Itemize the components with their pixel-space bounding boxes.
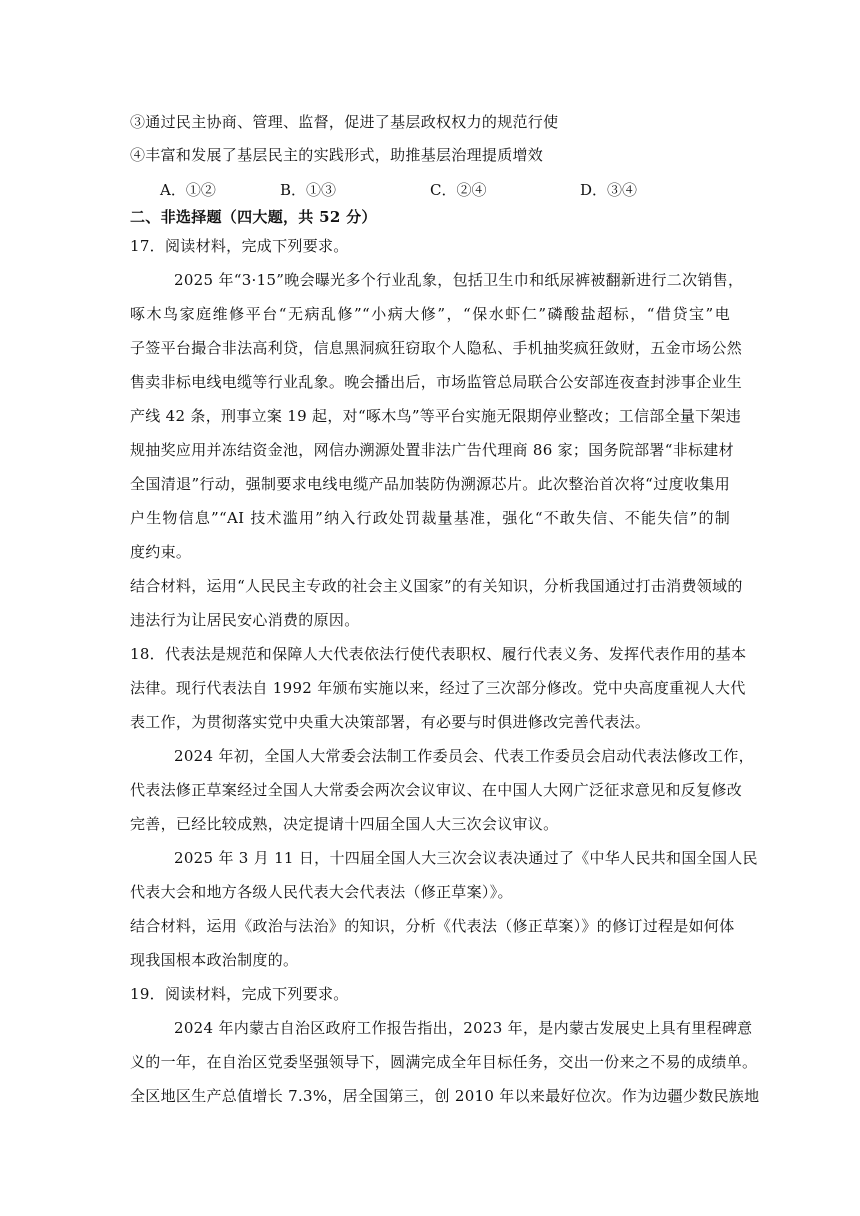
q19-prompt: 19．阅读材料，完成下列要求。 bbox=[130, 985, 349, 1003]
q17-material-line: 啄木鸟家庭维修平台“无病乱修”“小病大修”，“保水虾仁”磷酸盐超标，“借贷宝”电 bbox=[130, 305, 730, 323]
q17-material-line: 售卖非标电线电缆等行业乱象。晚会播出后，市场监管总局联合公安部连夜查封涉事企业生 bbox=[130, 373, 743, 391]
q16-choice-c: C．②④ bbox=[430, 181, 487, 199]
q18-intro-line: 18．代表法是规范和保障人大代表依法行使代表职权、履行代表义务、发挥代表作用的基本 bbox=[130, 645, 747, 663]
q18-question-line: 结合材料，运用《政治与法治》的知识，分析《代表法（修正草案）》的修订过程是如何体 bbox=[130, 917, 735, 935]
section-heading: 二、非选择题（四大题，共 52 分） bbox=[130, 208, 377, 226]
q18-para1-line: 完善，已经比较成熟，决定提请十四届全国人大三次会议审议。 bbox=[130, 815, 559, 833]
q18-para2-line: 2025 年 3 月 11 日，十四届全国人大三次会议表决通过了《中华人民共和国全国人民 bbox=[174, 849, 758, 867]
q17-question-line: 结合材料，运用“人民民主专政的社会主义国家”的有关知识，分析我国通过打击消费领域的 bbox=[130, 577, 743, 595]
q18-intro-line: 表工作，为贯彻落实党中央重大决策部署，有必要与时俱进修改完善代表法。 bbox=[130, 713, 651, 731]
q17-material-line: 度约束。 bbox=[130, 543, 192, 561]
q16-choice-b: B．①③ bbox=[280, 181, 337, 199]
q17-material-line: 规抽奖应用并冻结资金池，网信办溯源处置非法广告代理商 86 家；国务院部署“非标建材 bbox=[130, 441, 734, 459]
q17-material-line: 子签平台撮合非法高利贷，信息黑洞疯狂窃取个人隐私、手机抽奖疯狂敛财，五金市场公然 bbox=[130, 339, 743, 357]
q17-material-line: 产线 42 条，刑事立案 19 起，对“啄木鸟”等平台实施无限期停业整改；工信部全量下架违 bbox=[130, 407, 742, 425]
q17-material-line: 户生物信息”“AI 技术滥用”纳入行政处罚裁量基准，强化“不敢失信、不能失信”的制 bbox=[130, 509, 730, 527]
q16-choice-a: A．①② bbox=[160, 181, 216, 199]
q17-material-line: 全国清退”行动，强制要求电线电缆产品加装防伪溯源芯片。此次整治首次将“过度收集用 bbox=[130, 475, 730, 493]
q19-material-line: 全区地区生产总值增长 7.3%，居全国第三，创 2010 年以来最好位次。作为边疆少数民族地 bbox=[130, 1087, 760, 1105]
q19-material-line: 义的一年，在自治区党委坚强领导下，圆满完成全年目标任务，交出一份来之不易的成绩单。 bbox=[130, 1053, 758, 1071]
q18-intro-line: 法律。现行代表法自 1992 年颁布实施以来，经过了三次部分修改。党中央高度重视人大代 bbox=[130, 679, 746, 697]
q16-option-4: ④丰富和发展了基层民主的实践形式，助推基层治理提质增效 bbox=[130, 146, 544, 164]
q18-para2-line: 代表大会和地方各级人民代表大会代表法（修正草案）》。 bbox=[130, 883, 513, 901]
q16-option-3: ③通过民主协商、管理、监督，促进了基层政权权力的规范行使 bbox=[130, 113, 559, 131]
q16-choice-d: D．③④ bbox=[580, 181, 638, 199]
q17-material-line: 2025 年“3·15”晚会曝光多个行业乱象，包括卫生巾和纸尿裤被翻新进行二次销售， bbox=[174, 271, 744, 289]
q17-prompt: 17．阅读材料，完成下列要求。 bbox=[130, 237, 349, 255]
q19-material-line: 2024 年内蒙古自治区政府工作报告指出，2023 年，是内蒙古发展史上具有里程碑意 bbox=[174, 1019, 753, 1037]
q17-question-line: 违法行为让居民安心消费的原因。 bbox=[130, 611, 360, 629]
q18-question-line: 现我国根本政治制度的。 bbox=[130, 951, 299, 969]
q18-para1-line: 代表法修正草案经过全国人大常委会两次会议审议、在中国人大网广泛征求意见和反复修改 bbox=[130, 781, 743, 799]
q18-para1-line: 2024 年初，全国人大常委会法制工作委员会、代表工作委员会启动代表法修改工作， bbox=[174, 747, 754, 765]
